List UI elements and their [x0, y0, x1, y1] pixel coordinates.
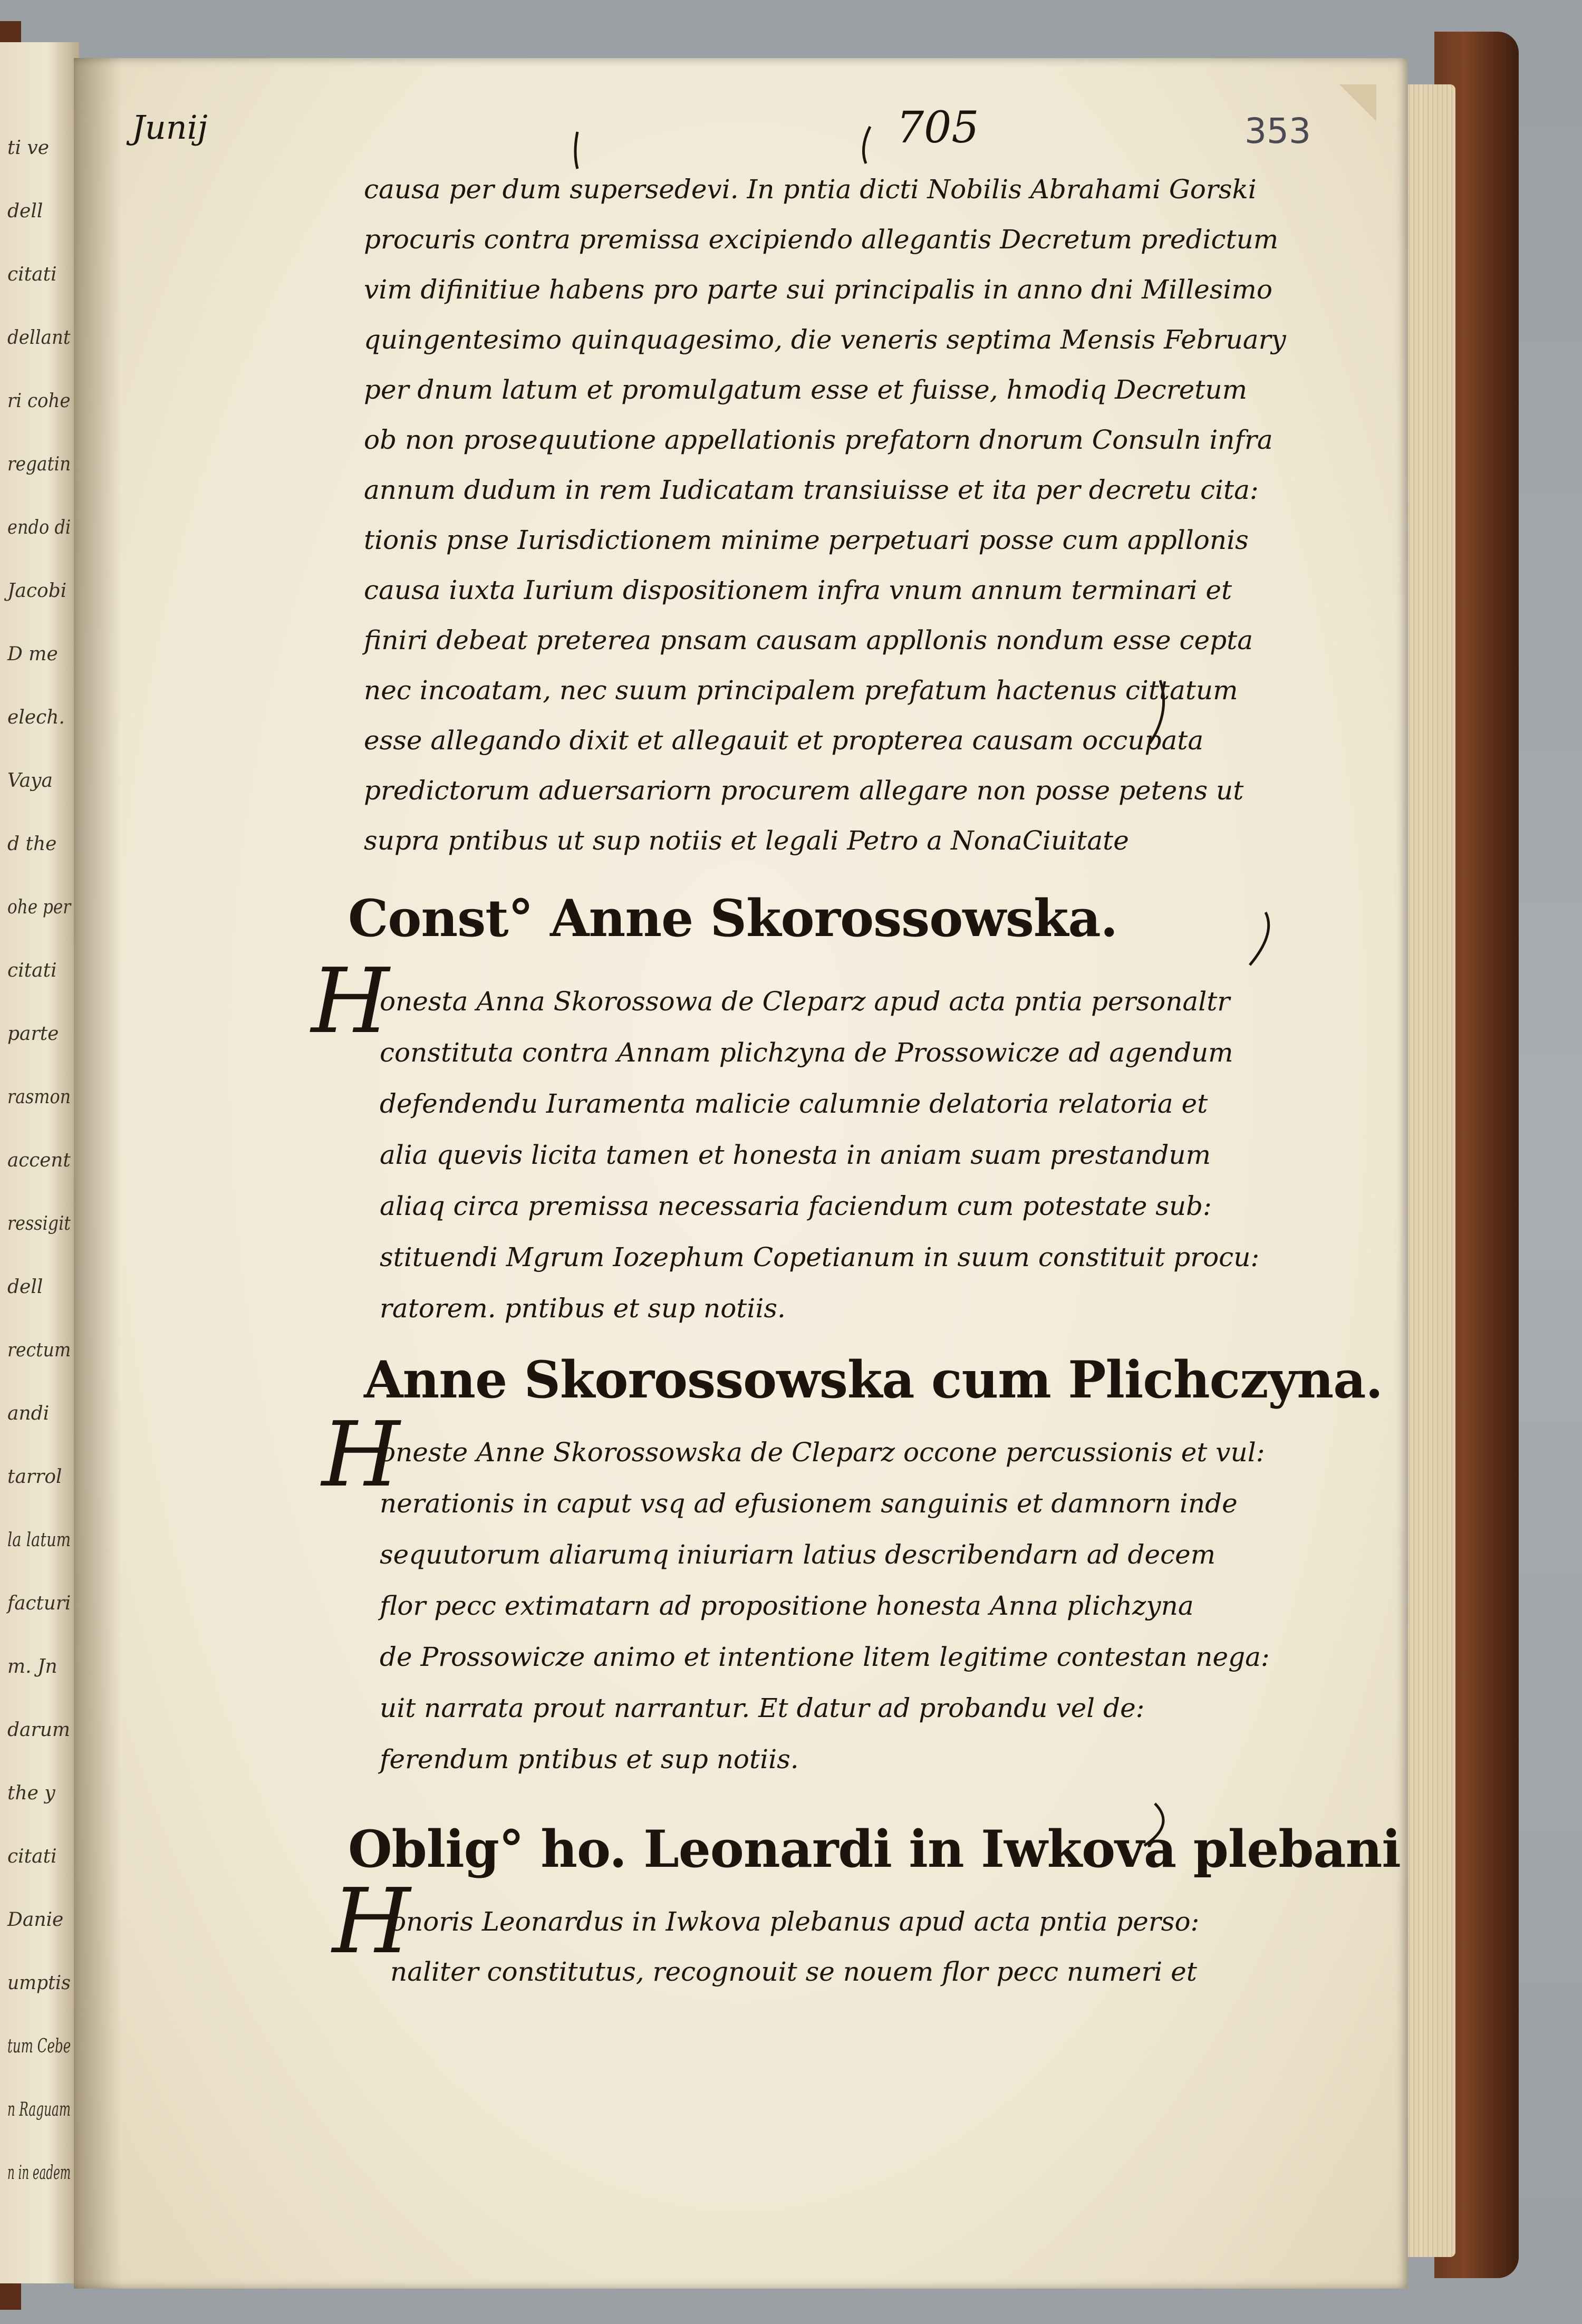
- manuscript-line: alia quevis licita tamen et honesta in aniam suam prestandum: [380, 1140, 1211, 1170]
- left-page-note: n Raguam: [7, 2099, 71, 2120]
- heading-anne-cum-plichczyna: Anne Skorossowska cum Plichczyna.: [364, 1350, 1383, 1410]
- left-page-note: accent: [7, 1150, 71, 1171]
- folio-number-ink: 705: [896, 103, 979, 153]
- initial-h-3: H: [332, 1869, 411, 1974]
- left-page-note: la latum: [7, 1529, 71, 1551]
- manuscript-line: ratorem. pntibus et sup notiis.: [380, 1293, 786, 1324]
- initial-h-1: H: [311, 949, 390, 1054]
- left-page-note: n in eadem: [7, 2162, 71, 2184]
- left-page-note: facturi: [7, 1593, 71, 1614]
- left-page-note: rasmon: [7, 1086, 71, 1108]
- manuscript-line: per dnum latum et promulgatum esse et fuisse, hmodiq Decretum: [364, 374, 1247, 405]
- manuscript-line: finiri debeat preterea pnsam causam appllonis nondum esse cepta: [364, 625, 1253, 655]
- left-page-note: parte: [7, 1023, 59, 1045]
- manuscript-line: sequutorum aliarumq iniuriarn latius describendarn ad decem: [380, 1539, 1216, 1570]
- left-page-note: D me: [7, 643, 58, 665]
- manuscript-line: defendendu Iuramenta malicie calumnie delatoria relatoria et: [380, 1088, 1208, 1119]
- left-page-note: Danie: [7, 1909, 64, 1931]
- manuscript-line: causa per dum supersedevi. In pntia dicti Nobilis Abrahami Gorski: [364, 174, 1257, 205]
- manuscript-line: nec incoatam, nec suum principalem prefatum hactenus cittatum: [364, 675, 1238, 706]
- left-page-note: dell: [7, 200, 43, 222]
- manuscript-line: ferendum pntibus et sup notiis.: [380, 1744, 799, 1775]
- heading-oblig-leonardi: Oblig° ho. Leonardi in Iwkova plebani: [348, 1819, 1401, 1879]
- left-page-note: darum: [7, 1719, 71, 1741]
- left-page-note: ti ve: [7, 137, 50, 159]
- manuscript-line: vim difinitiue habens pro parte sui principalis in anno dni Millesimo: [364, 274, 1272, 305]
- manuscript-line: annum dudum in rem Iudicatam transiuisse et ita per decretu cita:: [364, 475, 1259, 505]
- manuscript-line: de Prossowicze animo et intentione litem legitime contestan nega:: [380, 1642, 1270, 1672]
- manuscript-line: supra pntibus ut sup notiis et legali Petro a NonaCiuitate: [364, 825, 1129, 856]
- manuscript-line: onoris Leonardus in Iwkova plebanus apud acta pntia perso:: [390, 1906, 1200, 1937]
- manuscript-line: uit narrata prout narrantur. Et datur ad probandu vel de:: [380, 1693, 1145, 1723]
- initial-h-2: H: [322, 1403, 400, 1507]
- left-page-note: elech.: [7, 707, 65, 728]
- manuscript-line: nerationis in caput vsq ad efusionem sanguinis et damnorn inde: [380, 1488, 1238, 1519]
- manuscript-line: naliter constitutus, recognouit se nouem flor pecc numeri et: [390, 1956, 1197, 1987]
- left-page-note: regatin: [7, 454, 71, 475]
- month-note: Junij: [132, 108, 208, 147]
- left-page-note: citati: [7, 264, 57, 285]
- manuscript-line: tionis pnse Iurisdictionem minime perpetuari posse cum appllonis: [364, 525, 1249, 555]
- left-page-note: dellant: [7, 327, 71, 349]
- heading-const-anne: Const° Anne Skorossowska.: [348, 889, 1118, 948]
- left-page-note: citati: [7, 960, 57, 981]
- left-page-note: Vaya: [7, 770, 53, 792]
- manuscript-line: quingentesimo quinquagesimo, die veneris septima Mensis February: [364, 324, 1286, 355]
- left-page-note: citati: [7, 1846, 57, 1867]
- left-page-note: endo di: [7, 517, 71, 538]
- left-page-note: rectum: [7, 1339, 71, 1361]
- manuscript-line: aliaq circa premissa necessaria faciendum cum potestate sub:: [380, 1191, 1212, 1221]
- left-page-note: umptis: [7, 1972, 71, 1994]
- left-page-note: ohe per: [7, 896, 71, 918]
- left-page-note: dell: [7, 1276, 43, 1298]
- manuscript-line: onesta Anna Skorossowa de Cleparz apud acta pntia personaltr: [380, 986, 1230, 1017]
- manuscript-line: predictorum aduersariorn procurem allegare non posse petens ut: [364, 775, 1244, 806]
- left-page-note: ressigit: [7, 1213, 71, 1235]
- left-page-note: the y: [7, 1782, 55, 1804]
- folio-number-pencil: 353: [1245, 111, 1311, 151]
- left-page-note: andi: [7, 1403, 50, 1424]
- left-page-note: d the: [7, 833, 57, 855]
- left-page-note: tum Cebe: [7, 2036, 71, 2057]
- manuscript-line: esse allegando dixit et allegauit et propterea causam occupata: [364, 725, 1204, 756]
- manuscript-line: oneste Anne Skorossowska de Cleparz occone percussionis et vul:: [380, 1437, 1265, 1468]
- left-page-note: Jacobi: [7, 580, 67, 602]
- manuscript-line: constituta contra Annam plichzyna de Prossowicze ad agendum: [380, 1037, 1233, 1068]
- manuscript-line: flor pecc extimatarn ad propositione honesta Anna plichzyna: [380, 1590, 1194, 1621]
- left-page-note: tarrol: [7, 1466, 62, 1488]
- manuscript-line: stituendi Mgrum Iozephum Copetianum in suum constituit procu:: [380, 1242, 1260, 1272]
- manuscript-line: ob non prosequutione appellationis prefatorn dnorum Consuln infra: [364, 425, 1273, 455]
- left-page-note: ri cohe: [7, 390, 71, 412]
- manuscript-line: procuris contra premissa excipiendo allegantis Decretum predictum: [364, 224, 1279, 255]
- left-page-note: m. Jn: [7, 1656, 57, 1677]
- manuscript-line: causa iuxta Iurium dispositionem infra vnum annum terminari et: [364, 575, 1232, 605]
